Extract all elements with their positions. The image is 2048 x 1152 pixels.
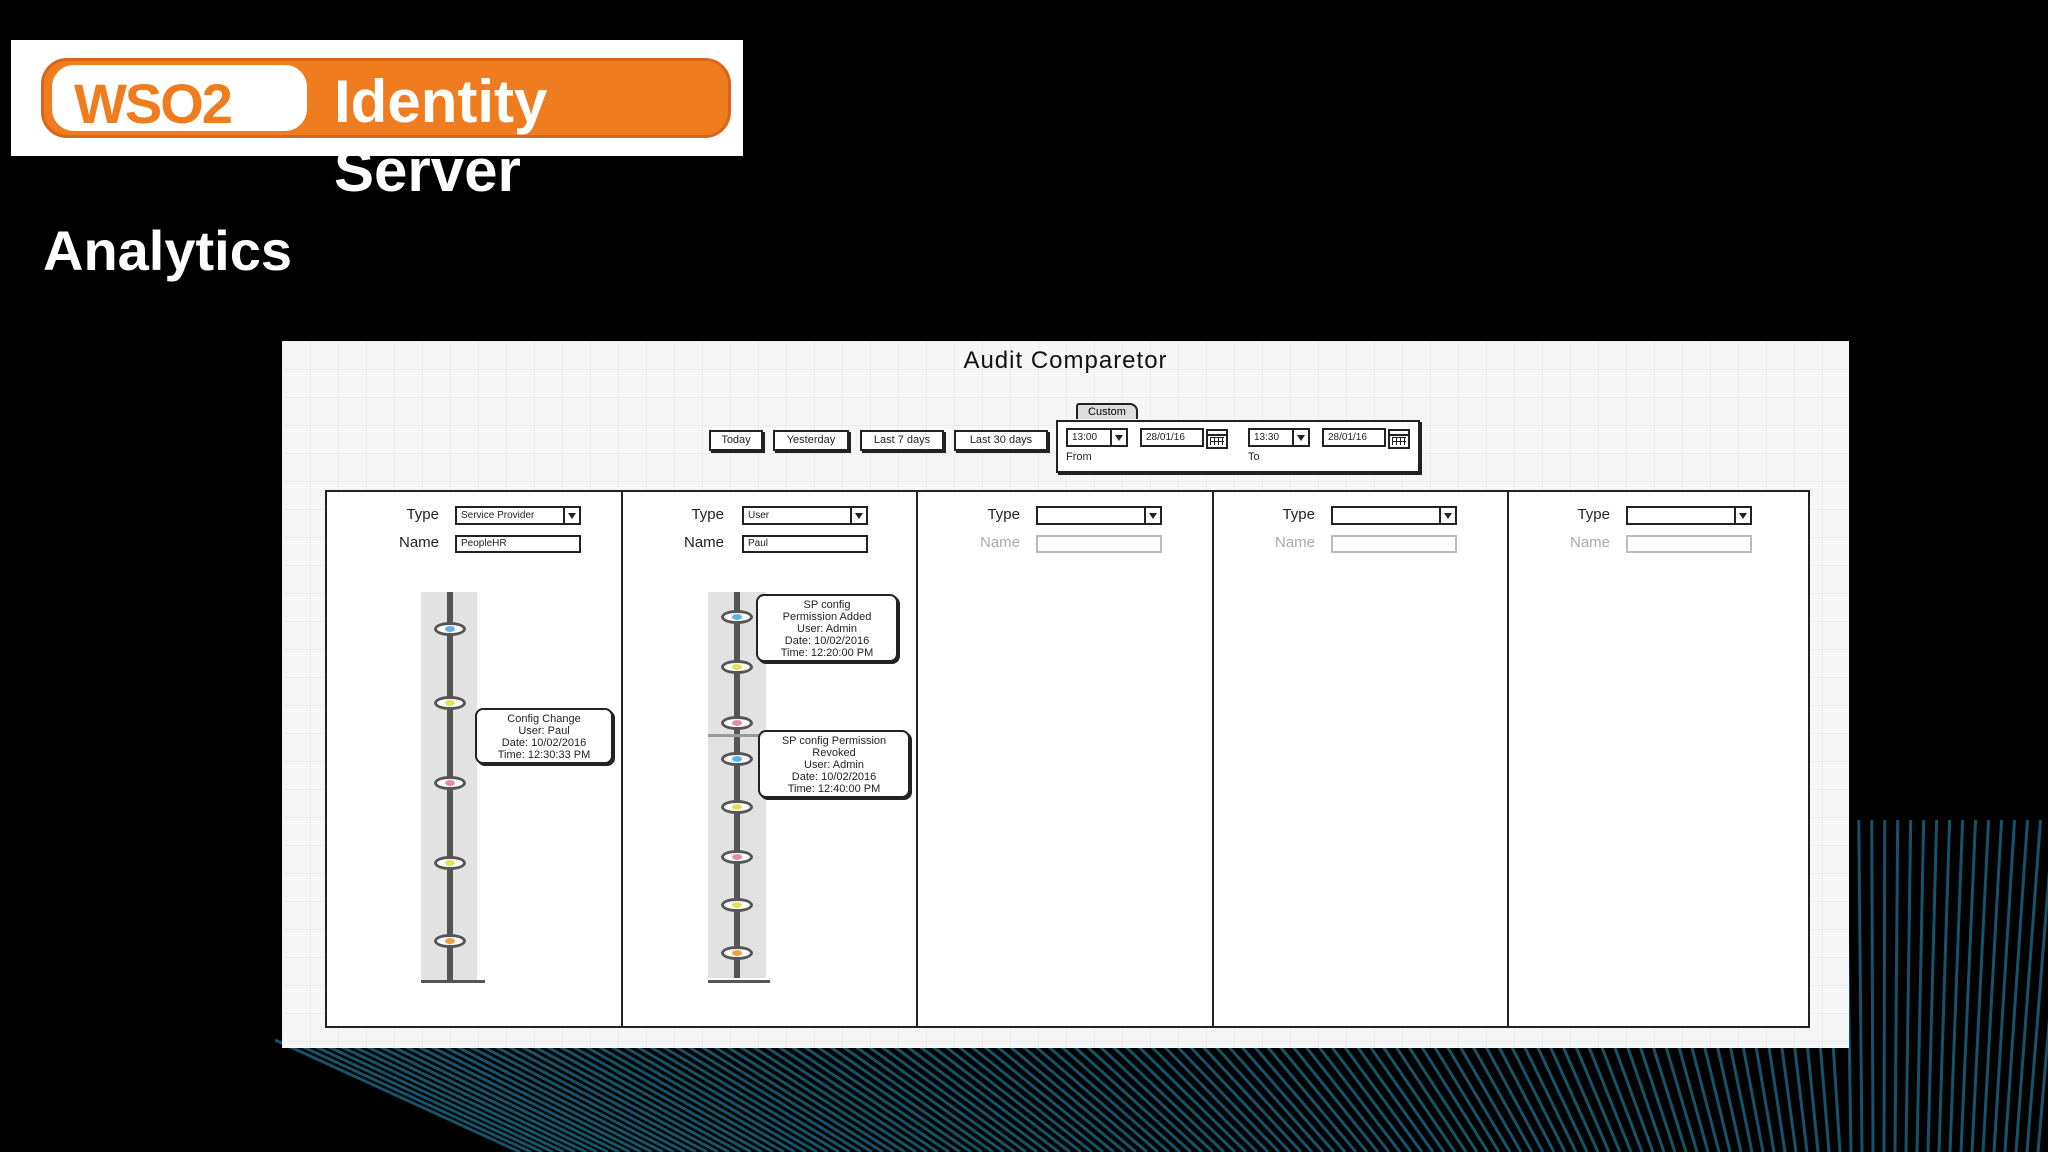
timeline-event[interactable] xyxy=(721,752,753,766)
bubble-line: Revoked xyxy=(812,747,856,759)
background-stripe xyxy=(1495,1040,1554,1152)
background-stripe xyxy=(1729,1040,1752,1152)
timeline-event[interactable] xyxy=(721,660,753,674)
from-time-value: 13:00 xyxy=(1072,432,1098,443)
mockup-title: Audit Comparetor xyxy=(963,347,1168,374)
background-stripe xyxy=(1833,1040,1840,1152)
audit-comparator-mockup xyxy=(282,341,1849,1048)
name-label: Name xyxy=(683,534,724,551)
name-label: Name xyxy=(979,534,1020,551)
type-select[interactable] xyxy=(742,506,868,525)
timeline-event[interactable] xyxy=(434,696,466,710)
bubble-line: SP config xyxy=(803,599,851,611)
last-30-days-button[interactable]: Last 30 days xyxy=(954,430,1048,451)
background-stripe xyxy=(1106,1040,1224,1152)
name-field[interactable] xyxy=(1036,535,1162,553)
comparison-panels xyxy=(325,490,1810,1028)
from-date-field[interactable] xyxy=(1140,428,1204,447)
bubble-line: User: Admin xyxy=(804,759,864,771)
type-select[interactable] xyxy=(1331,506,1457,525)
background-stripe xyxy=(1906,820,1911,1152)
background-stripe xyxy=(1917,820,1924,1152)
to-date-value: 28/01/16 xyxy=(1328,432,1367,443)
chevron-down-icon xyxy=(1734,508,1750,523)
timeline-line xyxy=(734,592,740,978)
bubble-line: User: Paul xyxy=(518,725,570,737)
timeline-event[interactable] xyxy=(721,946,753,960)
page-heading: Analytics xyxy=(43,219,292,282)
background-stripe xyxy=(1703,1040,1730,1152)
bubble-line: Permission Added xyxy=(782,611,872,623)
type-label: Type xyxy=(987,506,1020,523)
type-select[interactable] xyxy=(455,506,581,525)
background-stripe xyxy=(1716,1040,1741,1152)
bubble-line: Date: 10/02/2016 xyxy=(791,771,877,783)
yesterday-button[interactable]: Yesterday xyxy=(773,430,849,451)
name-label: Name xyxy=(1274,534,1315,551)
timeline-event[interactable] xyxy=(721,850,753,864)
timeline-event[interactable] xyxy=(721,898,753,912)
type-select[interactable] xyxy=(1036,506,1162,525)
background-stripe xyxy=(1820,1040,1829,1152)
name-field[interactable] xyxy=(1331,535,1457,553)
bubble-line: Config Change xyxy=(507,713,581,725)
calendar-icon[interactable] xyxy=(1388,429,1410,449)
bubble-line: Time: 12:40:00 PM xyxy=(787,783,881,795)
chevron-down-icon xyxy=(1110,430,1126,445)
calendar-icon[interactable] xyxy=(1206,429,1228,449)
name-field[interactable]: Paul xyxy=(742,535,868,553)
timeline-event[interactable] xyxy=(721,610,753,624)
timeline-base xyxy=(708,980,770,983)
to-date-field[interactable] xyxy=(1322,428,1386,447)
event-bubble-config-change xyxy=(475,708,613,764)
timeline-event[interactable] xyxy=(434,622,466,636)
background-stripe xyxy=(1950,820,1963,1152)
event-bubble-permission-added xyxy=(756,594,898,662)
logo-product-text: Identity Server xyxy=(334,68,548,204)
custom-tab[interactable]: Custom xyxy=(1076,403,1138,419)
panel-1 xyxy=(327,492,623,1026)
background-stripe xyxy=(1872,820,1873,1152)
type-label: Type xyxy=(1577,506,1610,523)
panel-3 xyxy=(918,492,1214,1026)
chevron-down-icon xyxy=(1439,508,1455,523)
chevron-down-icon xyxy=(563,508,579,523)
type-label: Type xyxy=(406,506,439,523)
background-stripe xyxy=(1895,820,1898,1152)
background-stripe xyxy=(1994,820,2015,1152)
custom-range-box xyxy=(1056,420,1420,473)
type-value: Service Provider xyxy=(461,510,535,521)
bubble-line: Time: 12:30:33 PM xyxy=(497,749,591,761)
from-label: From xyxy=(1066,451,1092,463)
bubble-line: Date: 10/02/2016 xyxy=(784,635,870,647)
type-value: User xyxy=(748,510,770,521)
background-stripe xyxy=(1093,1040,1213,1152)
to-time-select[interactable] xyxy=(1248,428,1310,447)
bubble-line: SP config Permission xyxy=(781,735,887,747)
type-label: Type xyxy=(1282,506,1315,523)
chevron-down-icon xyxy=(1292,430,1308,445)
name-label: Name xyxy=(1569,534,1610,551)
name-field[interactable] xyxy=(1626,535,1752,553)
timeline-event[interactable] xyxy=(434,856,466,870)
type-label: Type xyxy=(691,506,724,523)
panel-4 xyxy=(1213,492,1509,1026)
background-stripe xyxy=(1080,1040,1202,1152)
timeline-base xyxy=(421,980,485,983)
event-bubble-permission-revoked xyxy=(758,730,910,798)
logo-banner xyxy=(41,58,731,204)
bubble-line: Date: 10/02/2016 xyxy=(501,737,587,749)
timeline-event[interactable] xyxy=(721,716,753,730)
bubble-line: User: Admin xyxy=(797,623,857,635)
background-stripe xyxy=(1859,820,1862,1152)
last-7-days-button[interactable]: Last 7 days xyxy=(860,430,944,451)
wso2-logo xyxy=(11,40,743,204)
name-field[interactable]: PeopleHR xyxy=(455,535,581,553)
background-stripe xyxy=(872,1040,1026,1152)
background-stripe xyxy=(1884,820,1885,1152)
timeline-event[interactable] xyxy=(434,776,466,790)
panel-5 xyxy=(1508,492,1808,1026)
to-label: To xyxy=(1248,451,1260,463)
name-label: Name xyxy=(398,534,439,551)
chevron-down-icon xyxy=(1144,508,1160,523)
background-stripe xyxy=(1939,820,1950,1152)
from-time-select[interactable] xyxy=(1066,428,1128,447)
today-button[interactable]: Today xyxy=(709,430,763,451)
timeline-event[interactable] xyxy=(434,934,466,948)
background-stripe xyxy=(2005,820,2028,1152)
background-stripe xyxy=(1314,1040,1400,1152)
timeline-event[interactable] xyxy=(721,800,753,814)
background-stripe xyxy=(1586,1040,1631,1152)
logo-wso2-badge xyxy=(52,65,307,135)
from-date-value: 28/01/16 xyxy=(1146,432,1185,443)
background-stripe xyxy=(2016,820,2040,1152)
type-select[interactable] xyxy=(1626,506,1752,525)
background-stripe xyxy=(1327,1040,1411,1152)
bubble-line: Time: 12:20:00 PM xyxy=(780,647,874,659)
background-stripe xyxy=(1928,820,1937,1152)
chevron-down-icon xyxy=(850,508,866,523)
to-time-value: 13:30 xyxy=(1254,432,1280,443)
background-stripe xyxy=(1599,1040,1642,1152)
background-stripe xyxy=(1794,1040,1807,1152)
logo-brand-text: WSO2 xyxy=(74,72,231,135)
background-stripe xyxy=(1807,1040,1818,1152)
panel-2 xyxy=(622,492,918,1026)
background-stripe xyxy=(1742,1040,1763,1152)
background-stripe xyxy=(1612,1040,1653,1152)
